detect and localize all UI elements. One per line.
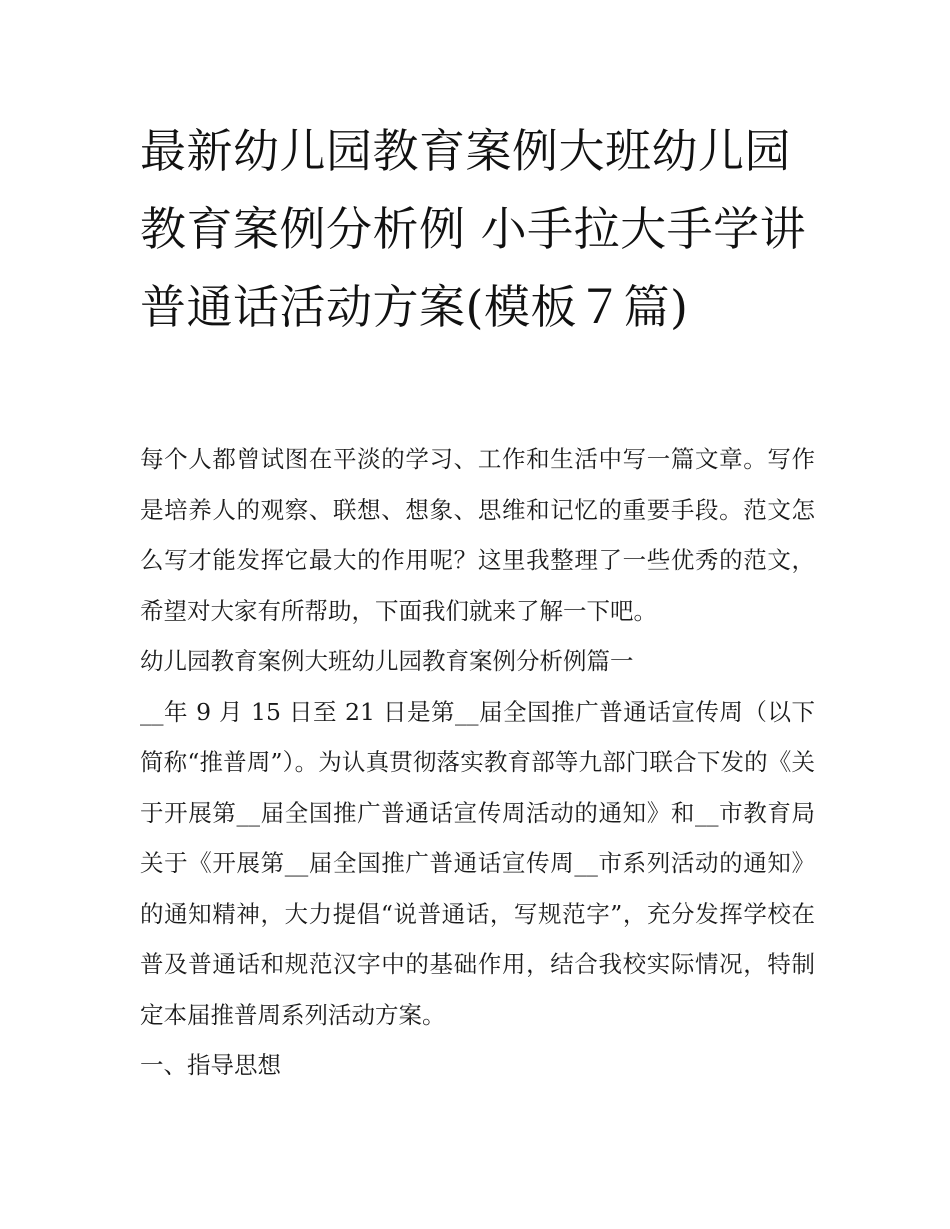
document-title: 最新幼儿园教育案例大班幼儿园教育案例分析例 小手拉大手学讲普通话活动方案(模板７篇) [140, 124, 807, 334]
section-heading-part-one: 幼儿园教育案例大班幼儿园教育案例分析例篇一 [140, 647, 634, 675]
document-body [140, 434, 815, 1091]
section-heading-guiding-ideology: 一、指导思想 [140, 1051, 281, 1079]
event-paragraph: __年 9 月 15 日至 21 日是第__届全国推广普通话宣传周（以下简称“推普周”）。为认真贯彻落实教育部等九部门联合下发的《关于开展第__届全国推广普通话宣传周活动的通知》和__市教育局关于《开展第__届全国推广普通话宣传周__市系列活动的通知》的通知精神，大力提倡“说普通话，写规范字”，充分发挥学校在普及普通话和规范汉字中的基础作用，结合我校实际情况，特制定本届推普周系列活动方案。 [140, 697, 815, 1029]
intro-paragraph: 每个人都曾试图在平淡的学习、工作和生活中写一篇文章。写作是培养人的观察、联想、想象、思维和记忆的重要手段。范文怎么写才能发挥它最大的作用呢？这里我整理了一些优秀的范文，希望对大家有所帮助，下面我们就来了解一下吧。 [140, 445, 815, 625]
